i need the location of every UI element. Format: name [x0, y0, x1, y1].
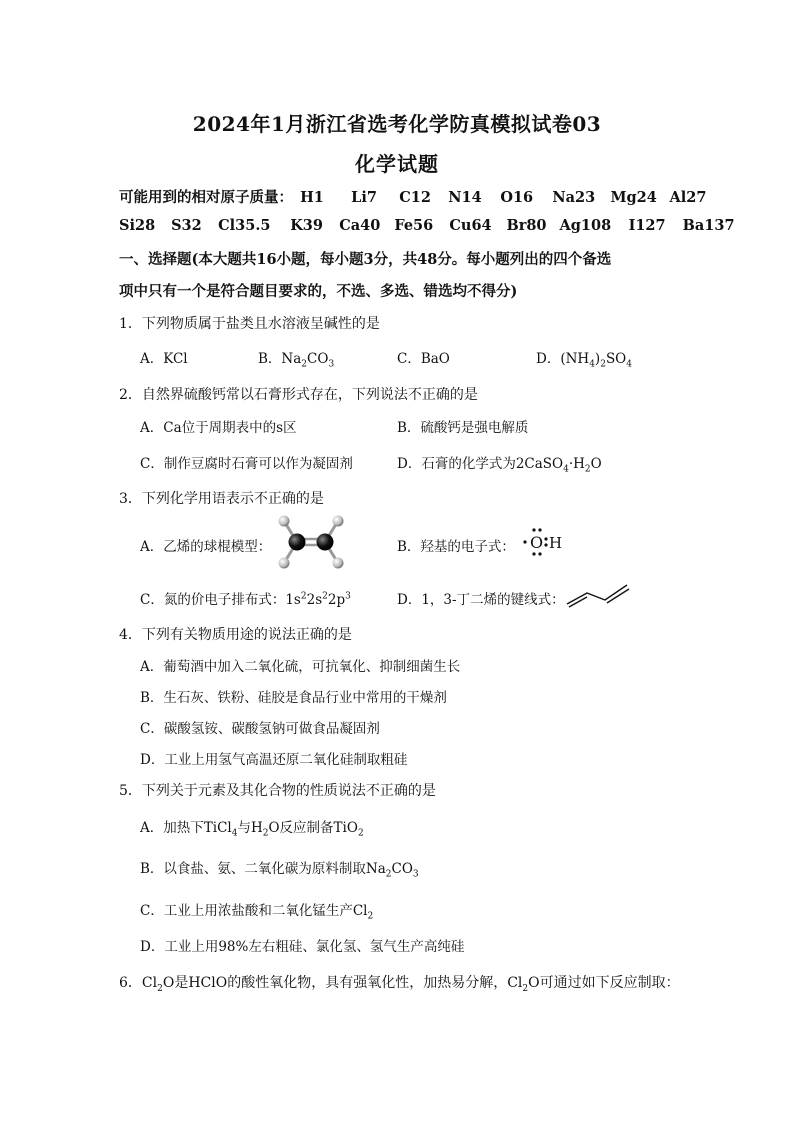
- hydroxyl-electron-formula: [520, 527, 563, 557]
- question-3-option-c: C．氮的价电子排布式：$1s^22s^22p^3$: [140, 591, 351, 608]
- section-heading-line-1: 一、选择题(本大题共16小题，每小题3分，共48分。每小题列出的四个备选: [119, 251, 612, 268]
- question-1-option-c: C．BaO: [397, 351, 450, 367]
- question-2-option-b: B．硫酸钙是强电解质: [397, 420, 529, 436]
- section-heading-line-2: 项中只有一个是符合题目要求的，不选、多选、错选均不得分): [119, 283, 518, 300]
- mass-item: O16: [500, 189, 534, 206]
- option-a-mid: 与H: [237, 820, 263, 836]
- svg-text:O: O: [530, 533, 544, 552]
- option-b-text: B．以食盐、氨、二氧化碳为原料制取Na: [140, 861, 386, 877]
- mass-item: Ag108: [559, 217, 612, 234]
- question-4-stem: 4．下列有关物质用途的说法正确的是: [119, 627, 352, 643]
- question-3-stem: 3．下列化学用语表示不正确的是: [119, 491, 324, 507]
- question-4-option-b: B．生石灰、铁粉、硅胶是食品行业中常用的干燥剂: [140, 690, 447, 706]
- stem-part-c: O可通过如下反应制取：: [528, 975, 680, 991]
- ethylene-ball-stick-model: [270, 512, 352, 572]
- atomic-masses-row-1: [119, 186, 706, 207]
- question-3-option-d: D．1，3-丁二烯的键线式：: [397, 592, 565, 608]
- question-4-option-a: A．葡萄酒中加入二氧化硫，可抗氧化、抑制细菌生长: [140, 659, 461, 675]
- mass-item: I127: [628, 217, 666, 234]
- mass-item: Mg24: [610, 189, 657, 206]
- option-d-text: D．石膏的化学式为2CaSO: [397, 456, 564, 472]
- mass-item: C12: [399, 189, 431, 206]
- butadiene-skeletal-formula: [565, 582, 637, 608]
- option-c-text: C．工业上用浓盐酸和二氧化锰生产Cl: [140, 903, 368, 919]
- option-d-tail: ·H: [568, 456, 585, 472]
- question-4-option-d: D．工业上用氢气高温还原二氧化硅制取粗硅: [140, 752, 408, 768]
- page-title: 2024年1月浙江省选考化学防真模拟试卷03: [192, 112, 602, 136]
- question-1-option-a: A．KCl: [140, 351, 188, 367]
- masses-label: 可能用到的相对原子质量：: [119, 189, 293, 206]
- question-1-option-d: D．$(NH_4)_2SO_4$: [536, 351, 632, 370]
- mass-item: Fe56: [394, 217, 434, 234]
- mass-item: Br80: [506, 217, 547, 234]
- mass-item: S32: [171, 217, 202, 234]
- mass-item: Ca40: [339, 217, 381, 234]
- option-a-text: A．加热下TiCl: [140, 820, 232, 836]
- question-2-option-a: A．Ca位于周期表中的s区: [140, 420, 297, 436]
- stem-part-b: O是HClO的酸性氧化物，具有强氧化性，加热易分解，Cl: [162, 975, 523, 991]
- option-d-prefix: D．: [536, 351, 561, 367]
- mass-item: Si28: [119, 217, 156, 234]
- question-2-option-c: C．制作豆腐时石膏可以作为凝固剂: [140, 456, 353, 472]
- mass-item: Ba137: [682, 217, 735, 234]
- question-6-stem: 6．$Cl_2O$是HClO的酸性氧化物，具有强氧化性，加热易分解，$Cl_2O$可通过如下反应制取：: [119, 975, 680, 994]
- page-subtitle: 化学试题: [355, 152, 439, 176]
- option-a-mid2: O反应制备TiO: [268, 820, 358, 836]
- stem-part-a: 6．Cl: [119, 975, 158, 991]
- question-5-option-d: D．工业上用98%左右粗硅、氯化氢、氢气生产高纯硅: [140, 939, 465, 955]
- question-5-stem: 5．下列关于元素及其化合物的性质说法不正确的是: [119, 783, 436, 799]
- mass-item: H1: [300, 189, 324, 206]
- question-1-option-b: B．$Na_2CO_3$: [258, 351, 335, 370]
- svg-text:H: H: [549, 534, 563, 552]
- question-4-option-c: C．碳酸氢铵、碳酸氢钠可做食品凝固剂: [140, 721, 380, 737]
- mass-item: Al27: [669, 189, 707, 206]
- option-c-text: C．氮的价电子排布式：: [140, 592, 286, 608]
- question-2-stem: 2．自然界硫酸钙常以石膏形式存在，下列说法不正确的是: [119, 387, 478, 403]
- mass-item: Li7: [351, 189, 377, 206]
- mass-item: Cl35.5: [218, 217, 271, 234]
- mass-item: K39: [290, 217, 323, 234]
- mass-item: Cu64: [449, 217, 492, 234]
- question-2-option-d: D．石膏的化学式为$2CaSO_4\cdot H_2O$: [397, 456, 602, 475]
- question-3-option-a: A．乙烯的球棍模型：: [140, 539, 272, 555]
- mass-item: Na23: [552, 189, 596, 206]
- question-1-stem: 1．下列物质属于盐类且水溶液呈碱性的是: [119, 316, 380, 332]
- question-5-option-c: C．工业上用浓盐酸和二氧化锰生产$Cl_2$: [140, 903, 374, 922]
- question-5-option-a: A．加热下TiCl$_4$与$H_2O$反应制备TiO$_2$: [140, 820, 364, 839]
- option-b-prefix: B．: [258, 351, 282, 367]
- mass-item: N14: [448, 189, 482, 206]
- question-5-option-b: B．以食盐、氨、二氧化碳为原料制取$Na_2CO_3$: [140, 861, 419, 880]
- atomic-masses-row-2: [119, 217, 735, 234]
- question-3-option-b: B．羟基的电子式：: [397, 539, 515, 555]
